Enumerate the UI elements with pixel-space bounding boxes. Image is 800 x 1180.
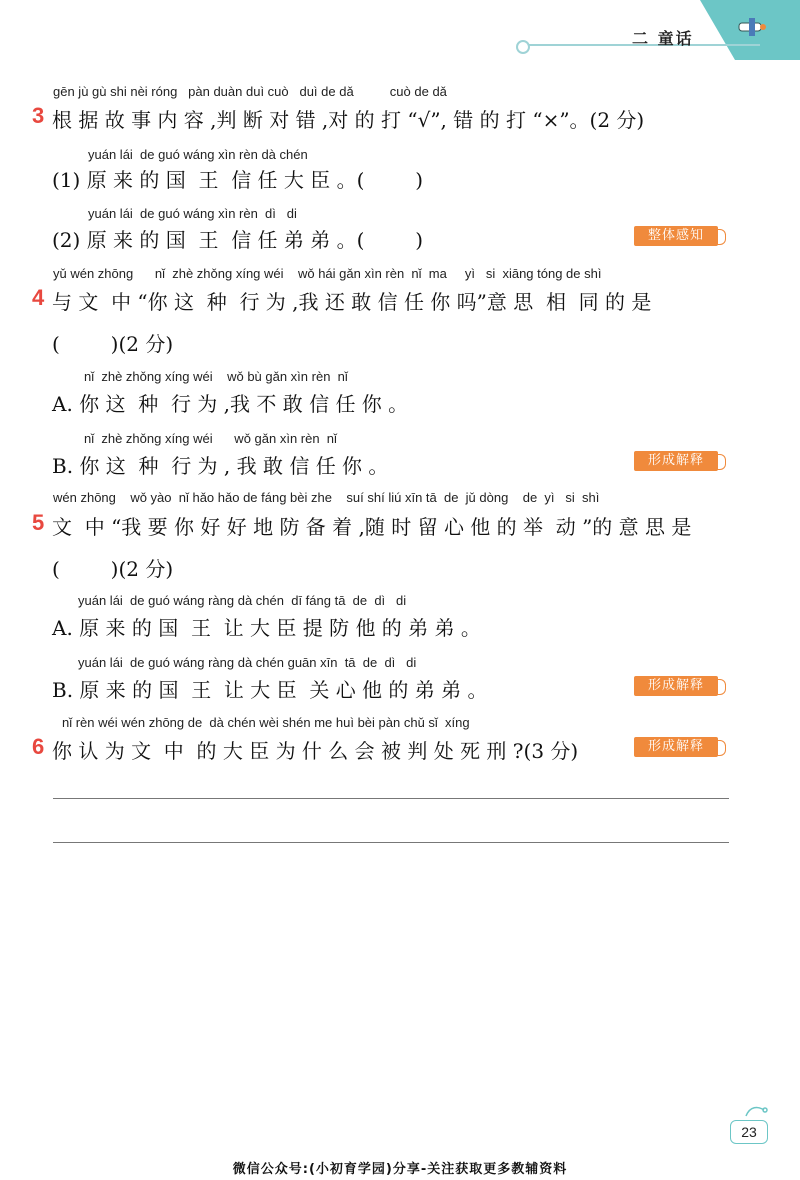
question-pinyin: gēn jù gù shi nèi róng pàn duàn duì cuò duì de dǎ cuò de dǎ	[53, 84, 447, 99]
item-pinyin: yuán lái de guó wáng xìn rèn dì di	[88, 206, 297, 221]
skill-tag: 形成解释	[634, 451, 718, 471]
question-number: 6	[32, 734, 45, 759]
skill-tag: 形成解释	[634, 737, 718, 757]
skill-tag: 形成解释	[634, 676, 718, 696]
footer-note: 微信公众号:(小初育学园)分享-关注获取更多教辅资料	[232, 1162, 568, 1177]
chapter-title: 二 童话	[632, 29, 694, 48]
answer-blank[interactable]: ( )(2 分)	[52, 332, 174, 356]
option-b[interactable]: B. 原 来 的 国 王 让 大 臣 关 心 他 的 弟 弟 。	[52, 678, 488, 702]
item-pinyin: yuán lái de guó wáng xìn rèn dà chén	[88, 147, 308, 162]
option-b[interactable]: B. 你 这 种 行 为 , 我 敢 信 任 你 。	[52, 454, 389, 478]
question-pinyin: yǔ wén zhōng nǐ zhè zhǒng xíng wéi wǒ hái gǎn xìn rèn nǐ ma yì si xiāng tóng de shì	[53, 266, 602, 281]
answer-line[interactable]	[53, 842, 729, 843]
question-number: 3	[32, 103, 45, 128]
page-number: 23	[730, 1120, 768, 1144]
option-pinyin: yuán lái de guó wáng ràng dà chén guān xīn tā de dì di	[78, 655, 417, 670]
question-text: 你 认 为 文 中 的 大 臣 为 什 么 会 被 判 处 死 刑 ?(3 分)	[52, 739, 579, 763]
page-number-decoration	[744, 1104, 768, 1118]
rocket-icon	[735, 18, 769, 36]
answer-line[interactable]	[53, 798, 729, 799]
question-number: 4	[32, 285, 45, 310]
question-pinyin: nǐ rèn wéi wén zhōng de dà chén wèi shén me huì bèi pàn chǔ sǐ xíng	[62, 715, 470, 730]
judge-item-1[interactable]: (1) 原 来 的 国 王 信 任 大 臣 。( )	[52, 168, 424, 192]
question-text: 文 中 “我 要 你 好 好 地 防 备 着 ,随 时 留 心 他 的 举 动 ”的 意 思 是	[52, 515, 692, 539]
option-a[interactable]: A. 原 来 的 国 王 让 大 臣 提 防 他 的 弟 弟 。	[52, 616, 481, 640]
option-pinyin: nǐ zhè zhǒng xíng wéi wǒ bù gǎn xìn rèn nǐ	[84, 369, 348, 384]
option-pinyin: nǐ zhè zhǒng xíng wéi wǒ gǎn xìn rèn nǐ	[84, 431, 337, 446]
question-pinyin: wén zhōng wǒ yào nǐ hǎo hǎo de fáng bèi zhe suí shí liú xīn tā de jǔ dòng de yì si shì	[53, 490, 600, 505]
question-text: 根 据 故 事 内 容 ,判 断 对 错 ,对 的 打 “√”, 错 的 打 “×”。(2 分)	[52, 108, 645, 132]
question-text: 与 文 中 “你 这 种 行 为 ,我 还 敢 信 任 你 吗”意 思 相 同 的 是	[52, 290, 652, 314]
skill-tag: 整体感知	[634, 226, 718, 246]
judge-item-2[interactable]: (2) 原 来 的 国 王 信 任 弟 弟 。( )	[52, 228, 424, 252]
answer-blank[interactable]: ( )(2 分)	[52, 557, 174, 581]
option-a[interactable]: A. 你 这 种 行 为 ,我 不 敢 信 任 你 。	[52, 392, 409, 416]
question-number: 5	[32, 510, 45, 535]
option-pinyin: yuán lái de guó wáng ràng dà chén dī fáng tā de dì di	[78, 593, 407, 608]
